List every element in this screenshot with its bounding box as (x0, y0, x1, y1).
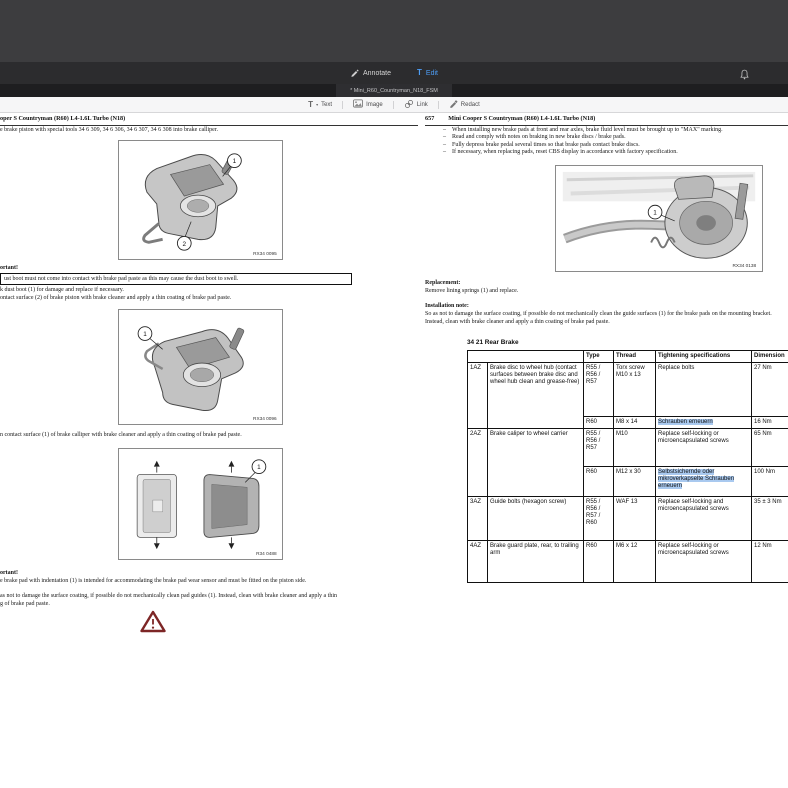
paragraph-check-dust-boot: k dust boot (1) for damage and replace if necessary. (0, 287, 124, 293)
cell-type: R55 / R56 / R57 / R60 (584, 497, 614, 541)
selected-text[interactable]: Schrauben erneuern (658, 418, 713, 425)
edit-mode-button[interactable] (417, 69, 438, 77)
bullet-dash: – (443, 134, 446, 141)
toolbar-divider (438, 101, 439, 109)
header-cell-thread: Thread (614, 351, 656, 363)
link-tool-button[interactable] (404, 99, 428, 111)
image-tool-label: Image (366, 101, 383, 108)
link-tool-icon (404, 99, 414, 111)
right-page-header-text: Mini Cooper S Countryman (R60) L4-1.6L Turbo (N18) (448, 115, 596, 122)
list-item (443, 149, 781, 156)
bullet-text: When installing new brake pads at front and rear axles, brake fluid level must be brought up to "MAX" marking. (452, 127, 723, 133)
table-header-row (468, 351, 788, 363)
cell-thread: Torx screw M10 x 13 (614, 363, 656, 417)
tab-bar (0, 84, 788, 97)
cell-spec (656, 467, 752, 497)
figure-brake-caliper-2 (118, 309, 283, 425)
selected-text[interactable]: Selbstsichernde oder mikroverkapselte Schrauben erneuern (658, 468, 735, 489)
cell-thread: WAF 13 (614, 497, 656, 541)
figure-brake-caliper-1 (118, 140, 283, 260)
cell-spec: Replace self-locking and microencapsulated screws (656, 497, 752, 541)
document-tab[interactable] (336, 84, 452, 97)
window-titlebar (0, 0, 788, 62)
important-heading-2: ortant! (0, 570, 18, 576)
callout-2: 2 (182, 240, 187, 248)
table-row (468, 429, 788, 467)
redact-tool-label: Redact (460, 101, 480, 108)
list-item (443, 127, 781, 134)
cell-type: R60 (584, 541, 614, 583)
cell-dimension: 35 ± 3 Nm (752, 497, 788, 541)
annotate-label: Annotate (363, 69, 392, 77)
bullet-dash: – (443, 141, 446, 148)
chevron-down-icon: ▾ (316, 102, 319, 107)
header-cell-type: Type (584, 351, 614, 363)
paragraph-piston-tools: e brake piston with special tools 34 6 309, 34 6 306, 34 6 307, 34 6 308 into brake calliper. (0, 127, 218, 133)
callout-1: 1 (653, 209, 657, 217)
text-tool-button[interactable] (308, 101, 332, 109)
cell-dimension: 16 Nm (752, 417, 788, 429)
left-page-header (0, 115, 418, 126)
cell-dimension: 65 Nm (752, 429, 788, 467)
replacement-text: Remove lining springs (1) and replace. (425, 288, 519, 294)
cell-row-id: 3AZ (468, 497, 488, 541)
cell-thread: M10 (614, 429, 656, 467)
paragraph-clean-piston: ontact surface (2) of brake piston with brake cleaner and apply a thin coating of brake pad paste. (0, 295, 232, 301)
image-tool-button[interactable] (353, 99, 383, 110)
header-cell-spec: Tightening specifications (656, 351, 752, 363)
text-tool-label: Text (321, 101, 333, 108)
table-title: 34 21 Rear Brake (467, 339, 519, 346)
callout-1: 1 (257, 464, 261, 472)
installation-note-heading: Installation note: (425, 303, 469, 309)
edit-tools-toolbar (0, 97, 788, 113)
edit-label: Edit (425, 69, 438, 77)
annotate-mode-button[interactable] (350, 68, 391, 79)
image-tool-icon (353, 99, 363, 110)
header-cell-dim: Dimension (752, 351, 788, 363)
callout-1: 1 (143, 331, 147, 339)
paragraph-surface-coating-2: g of brake pad paste. (0, 601, 50, 607)
toolbar-divider (393, 101, 394, 109)
edit-text-icon: T (417, 68, 422, 77)
right-page-header (425, 115, 788, 126)
important-heading-1: ortant! (0, 265, 18, 271)
warning-triangle-icon (140, 610, 166, 638)
cell-spec: Replace self-locking or microencapsulated screws (656, 429, 752, 467)
torque-spec-table (467, 350, 788, 583)
paragraph-surface-coating: as not to damage the surface coating, if possible do not mechanically clean pad guides (1). Instead, clean with brake cleaner and apply a thin (0, 593, 338, 599)
cell-spec (656, 417, 752, 429)
cell-description: Guide bolts (hexagon screw) (488, 497, 584, 541)
cell-type: R55 / R56 / R57 (584, 363, 614, 417)
figure-label: R34 0488 (256, 552, 277, 558)
bullet-text: Read and comply with notes on braking in new brake discs / brake pads. (452, 134, 626, 141)
bullet-text: If necessary, when replacing pads, reset CBS display in accordance with factory specification. (452, 149, 678, 156)
redact-tool-icon (449, 99, 458, 110)
bullet-dash: – (443, 127, 446, 133)
callout-1: 1 (232, 158, 237, 166)
cell-thread: M12 x 30 (614, 467, 656, 497)
link-tool-label: Link (416, 101, 428, 108)
toolbar-divider (342, 101, 343, 109)
document-tab-title: * Mini_R60_Countryman_N18_FSM (350, 87, 438, 94)
figure-label: RX34 0096 (253, 417, 277, 423)
header-cell-blank (468, 351, 584, 363)
table-row (468, 497, 788, 541)
list-item (443, 134, 781, 141)
cell-dimension: 100 Nm (752, 467, 788, 497)
figure-rear-brake (555, 165, 763, 272)
cell-type: R60 (584, 417, 614, 429)
cell-row-id: 4AZ (468, 541, 488, 583)
left-page-header-text: oper S Countryman (R60) L4-1.6L Turbo (N18) (0, 115, 126, 122)
bullet-text: Fully depress brake pedal several times so that brake pads contact brake discs. (452, 141, 640, 148)
cell-type: R60 (584, 467, 614, 497)
cell-description: Brake guard plate, rear, to trailing arm (488, 541, 584, 583)
page-number: 657 (425, 115, 435, 122)
cell-dimension: 12 Nm (752, 541, 788, 583)
text-tool-icon: T (308, 99, 314, 109)
cell-description: Brake caliper to wheel carrier (488, 429, 584, 497)
cell-type: R55 / R56 / R57 (584, 429, 614, 467)
paragraph-clean-calliper: n contact surface (1) of brake calliper with brake cleaner and apply a thin coating of brake pad paste. (0, 432, 242, 438)
cell-spec: Replace self-locking or microencapsulated screws (656, 541, 752, 583)
cell-row-id: 1AZ (468, 363, 488, 429)
cell-thread: M6 x 12 (614, 541, 656, 583)
table-row (468, 363, 788, 417)
figure-brake-pads (118, 448, 283, 560)
figure-label: RX34 0095 (253, 252, 277, 258)
notification-bell-icon[interactable] (739, 67, 750, 85)
cell-row-id: 2AZ (468, 429, 488, 497)
cell-spec: Replace bolts (656, 363, 752, 417)
bullet-dash: – (443, 149, 446, 156)
cell-description: Brake disc to wheel hub (contact surfaces between brake disc and wheel hub clean and grease-free) (488, 363, 584, 429)
cell-dimension: 27 Nm (752, 363, 788, 417)
figure-label: RX34 0138 (732, 264, 757, 270)
main-toolbar (0, 62, 788, 84)
annotate-pen-icon (350, 68, 359, 79)
install-bullet-list (443, 127, 781, 157)
paragraph-pad-indentation: e brake pad with indentation (1) is intended for accommodating the brake pad wear sensor and must be fitted on the piston side. (0, 578, 307, 584)
replacement-heading: Replacement: (425, 280, 461, 286)
installation-note-text: So as not to damage the surface coating, if possible do not mechanically clean the guide surfaces (1) for the brake pads on the mounting bracket. Instead, clean with brake cleaner and apply a thin coating of brake pad paste. (425, 311, 772, 325)
table-row (468, 541, 788, 583)
redact-tool-button[interactable] (449, 99, 480, 110)
cell-thread: M8 x 14 (614, 417, 656, 429)
warning-box: ust boot must not come into contact with brake pad paste as this may cause the dust boot to swell. (0, 273, 352, 285)
document-canvas[interactable] (0, 113, 788, 788)
